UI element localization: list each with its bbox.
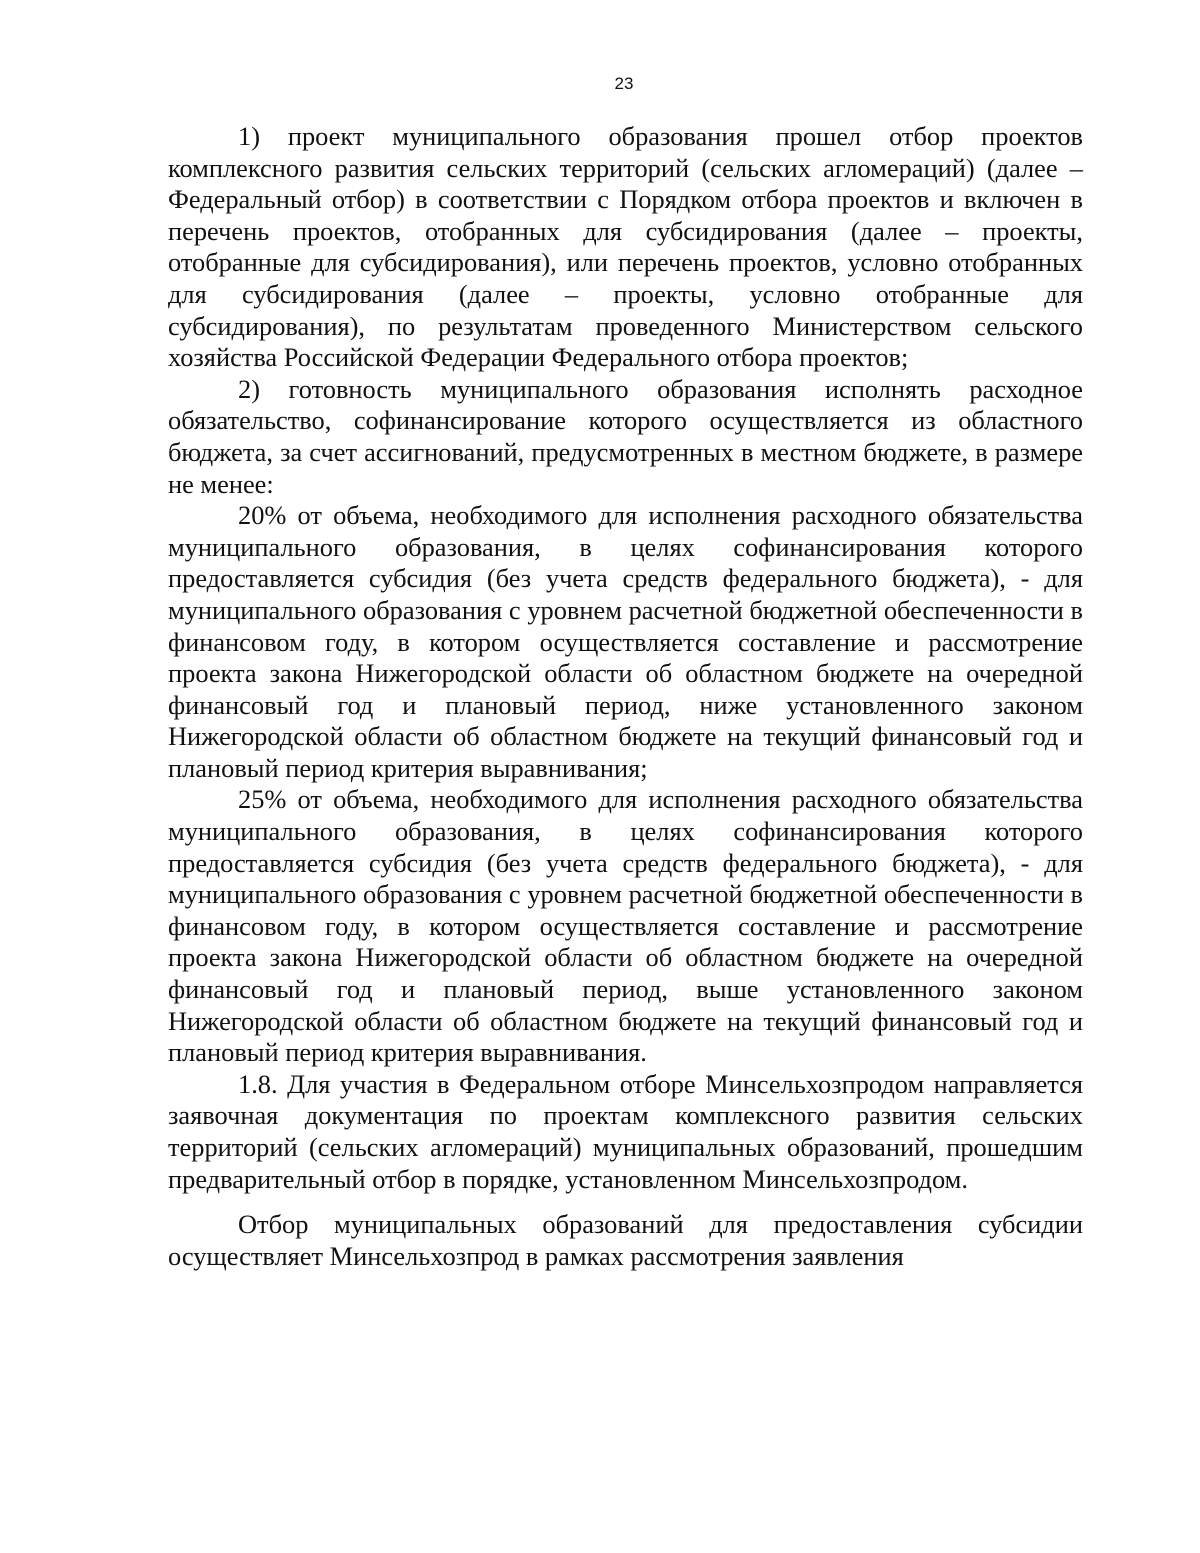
page-number: 23: [614, 74, 634, 93]
paragraph-item-1: 1) проект муниципального образования прошел отбор проектов комплексного развития сельских территорий (сельских агломераций) (далее – Федеральный отбор) в соответствии с Порядком отбора проектов и включен в перечень проектов, отобранных для субсидирования (далее – проекты, отобранные для субсидирования), или перечень проектов, условно отобранных для субсидирования (далее – проекты, условно отобранные для субсидирования), по результатам проведенного Министерством сельского хозяйства Российской Федерации Федерального отбора проектов;: [168, 121, 1083, 373]
document-body: [168, 121, 1083, 1272]
paragraph-rate-20: 20% от объема, необходимого для исполнения расходного обязательства муниципального образования, в целях софинансирования которого предоставляется субсидия (без учета средств федерального бюджета), - для муниципального образования с уровнем расчетной бюджетной обеспеченности в финансовом году, в котором осуществляется составление и рассмотрение проекта закона Нижегородской области об областном бюджете на очередной финансовый год и плановый период, ниже установленного законом Нижегородской области об областном бюджете на текущий финансовый год и плановый период критерия выравнивания;: [168, 500, 1083, 783]
paragraph-selection: Отбор муниципальных образований для предоставления субсидии осуществляет Минсельхозпрод в рамках рассмотрения заявления: [168, 1209, 1083, 1271]
paragraph-item-2: 2) готовность муниципального образования исполнять расходное обязательство, софинансирование которого осуществляется из областного бюджета, за счет ассигнований, предусмотренных в местном бюджете, в размере не менее:: [168, 373, 1083, 499]
paragraph-clause-1-8: 1.8. Для участия в Федеральном отборе Минсельхозпродом направляется заявочная документация по проектам комплексного развития сельских территорий (сельских агломераций) муниципальных образований, прошедшим предварительный отбор в порядке, установленном Минсельхозпродом.: [168, 1068, 1083, 1194]
paragraph-rate-25: 25% от объема, необходимого для исполнения расходного обязательства муниципального образования, в целях софинансирования которого предоставляется субсидия (без учета средств федерального бюджета), - для муниципального образования с уровнем расчетной бюджетной обеспеченности в финансовом году, в котором осуществляется составление и рассмотрение проекта закона Нижегородской области об областном бюджете на очередной финансовый год и плановый период, выше установленного законом Нижегородской области об областном бюджете на текущий финансовый год и плановый период критерия выравнивания.: [168, 784, 1083, 1068]
